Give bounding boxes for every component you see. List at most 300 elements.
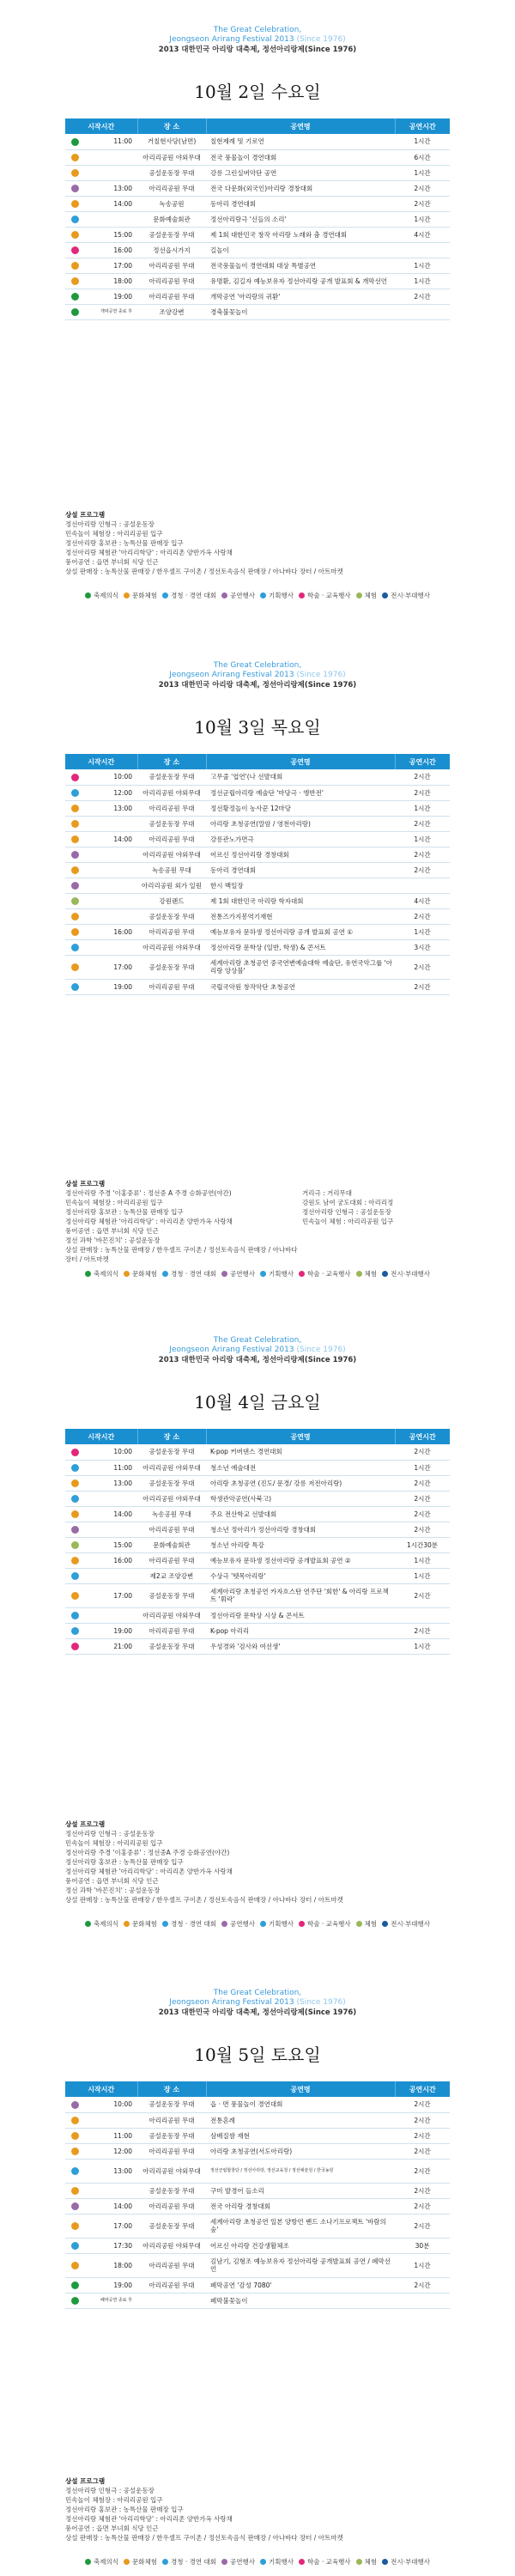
category-cell bbox=[65, 2128, 84, 2143]
legend-label: 체험 bbox=[364, 2558, 378, 2566]
place: 아리리공원 무대 bbox=[137, 2112, 206, 2128]
performance-title: 개막공연 '아리랑의 귀환' bbox=[206, 289, 395, 304]
legend-dot bbox=[162, 2559, 168, 2565]
duration: 1시간 bbox=[395, 273, 450, 289]
category-dot bbox=[71, 1526, 79, 1534]
performance-title: 청소년 예술대전 bbox=[206, 1460, 395, 1475]
permanent-title: 상설 프로그램 bbox=[65, 2477, 106, 2485]
category-dot bbox=[71, 231, 79, 239]
place: 아리리공원 무대 bbox=[137, 2277, 206, 2293]
category-cell bbox=[65, 1522, 84, 1537]
festival-header bbox=[0, 26, 515, 55]
table-row bbox=[65, 180, 450, 196]
legend-label: 축제의식 bbox=[94, 592, 119, 599]
permanent-column bbox=[65, 1829, 450, 1905]
start-time bbox=[84, 1607, 137, 1623]
day-section bbox=[0, 26, 515, 575]
legend-dot bbox=[85, 2559, 91, 2565]
legend-dot bbox=[124, 2559, 130, 2565]
permanent-item: 상설 판매장 : 농특산물 판매장 / 한우셀프 구이촌 / 정선토속음식 판매장 / 아나바다 장터 / 아트마켓 bbox=[65, 2534, 343, 2542]
category-cell bbox=[65, 258, 84, 273]
duration bbox=[395, 878, 450, 893]
duration: 2시간 bbox=[395, 1522, 450, 1537]
table-row bbox=[65, 2097, 450, 2112]
category-dot bbox=[71, 185, 79, 192]
permanent-item: 정선아리랑 체험관 '아리리학당' : 아리리촌 양반가옥 사랑채 bbox=[65, 549, 233, 556]
place: 공설운동장 무대 bbox=[137, 165, 206, 180]
legend-item bbox=[85, 1919, 118, 1929]
performance-title: 아리랑 초청공연 (진도/ 문경/ 강릉 저전아리랑) bbox=[206, 1475, 395, 1491]
performance-title: 어르신 정선아리랑 경창대회 bbox=[206, 847, 395, 862]
start-time: 16:00 bbox=[84, 924, 137, 939]
place: 공설운동장 무대 bbox=[137, 2128, 206, 2143]
category-cell bbox=[65, 289, 84, 304]
performance-title: 정선군립합창단 / 정선아리랑, 정선교육청 / 정선예술원 / 한국농원 bbox=[206, 2159, 395, 2183]
legend-item bbox=[124, 591, 157, 600]
performance-title: 경축불꽃놀이 bbox=[206, 304, 395, 319]
permanent-item: 정선아리랑 인형극 : 공설운동장 bbox=[65, 1830, 154, 1838]
category-cell bbox=[65, 893, 84, 908]
category-dot bbox=[71, 2101, 79, 2109]
permanent-item: 상설 판매장 : 농특산물 판매장 / 한우셀프 구이촌 / 정선토속음식 판매장 / 아나바다 장터 / 아트마켓 bbox=[65, 1896, 343, 1904]
legend-dot bbox=[382, 592, 388, 598]
place bbox=[137, 2293, 206, 2308]
permanent-item: 정선아리랑 주경 '이홍중류' : 정선중 A 주경 승화공연(야간) bbox=[65, 1189, 232, 1197]
legend-item bbox=[382, 1269, 430, 1279]
category-dot bbox=[71, 154, 79, 161]
table-row bbox=[65, 800, 450, 816]
start-time: 10:00 bbox=[84, 769, 137, 785]
performance-title: 청소년 정아리가 정선아리랑 경창대회 bbox=[206, 1522, 395, 1537]
performance-title: 어르신 아리랑 건강생활체조 bbox=[206, 2238, 395, 2253]
table-row bbox=[65, 831, 450, 847]
place: 아리리공원 야외무대 bbox=[137, 149, 206, 165]
permanent-column bbox=[65, 1188, 302, 1264]
start-time: 18:00 bbox=[84, 2253, 137, 2277]
category-dot bbox=[71, 2148, 79, 2155]
start-time: 11:00 bbox=[84, 1460, 137, 1475]
legend-label: 공연행사 bbox=[230, 2558, 255, 2566]
legend-dot bbox=[356, 2559, 362, 2565]
col-title: 공연명 bbox=[206, 2081, 395, 2097]
start-time bbox=[84, 211, 137, 227]
place: 아리리공원 외가 일원 bbox=[137, 878, 206, 893]
category-dot bbox=[71, 216, 79, 223]
start-time: 개막공연 종료 후 bbox=[84, 304, 137, 319]
header-korean: 2013 대한민국 아리랑 대축제, 정선아리랑제(Since 1976) bbox=[158, 1356, 357, 1364]
legend-item bbox=[260, 1919, 294, 1929]
start-time bbox=[84, 893, 137, 908]
permanent-item: 정선아리랑 인형극 : 공설운동장 bbox=[65, 2487, 154, 2494]
start-time: 14:00 bbox=[84, 1506, 137, 1522]
permanent-title: 상설 프로그램 bbox=[65, 1180, 106, 1188]
legend-label: 전시·부대행사 bbox=[391, 1270, 430, 1278]
permanent-item: 강원도 남여 궁도대회 : 아리리정 bbox=[302, 1199, 394, 1206]
festival-header bbox=[0, 661, 515, 690]
permanent-columns bbox=[65, 519, 450, 576]
category-cell bbox=[65, 1444, 84, 1460]
place: 거칠현사당(남면) bbox=[137, 134, 206, 149]
category-cell bbox=[65, 2293, 84, 2308]
table-header bbox=[65, 2081, 450, 2097]
legend-dot bbox=[124, 1921, 130, 1927]
day-section bbox=[0, 661, 515, 1263]
header-line1: The Great Celebration, bbox=[213, 26, 302, 34]
legend-item bbox=[382, 2557, 430, 2567]
legend-label: 축제의식 bbox=[94, 1920, 119, 1928]
table-row bbox=[65, 165, 450, 180]
duration: 2시간 bbox=[395, 1444, 450, 1460]
legend-label: 전시·부대행사 bbox=[391, 592, 430, 599]
legend-label: 공연행사 bbox=[230, 1920, 255, 1928]
start-time: 16:00 bbox=[84, 1552, 137, 1568]
table-row bbox=[65, 1583, 450, 1607]
legend-label: 축제의식 bbox=[94, 1270, 119, 1278]
category-cell bbox=[65, 227, 84, 242]
start-time: 15:00 bbox=[84, 1537, 137, 1552]
start-time bbox=[84, 165, 137, 180]
start-time bbox=[84, 816, 137, 831]
duration: 2시간 bbox=[395, 289, 450, 304]
permanent-item: 정선아리랑 체험관 '아리리학당' : 아리리촌 양반가옥 사랑채 bbox=[65, 2515, 233, 2523]
place: 문화예술회관 bbox=[137, 211, 206, 227]
start-time: 13:00 bbox=[84, 2159, 137, 2183]
performance-title: 김남기, 김형조 예능보유자 정선아리랑 공개발표회 공연 / 폐막선언 bbox=[206, 2253, 395, 2277]
place: 공설운동장 무대 bbox=[137, 816, 206, 831]
permanent-item: 정선아리랑 홍보관 : 농특산물 판매장 입구 bbox=[65, 1208, 184, 1216]
duration: 2시간 bbox=[395, 862, 450, 878]
permanent-item: 민속놀이 체험 : 아리리공원 입구 bbox=[302, 1218, 394, 1225]
performance-title: 아리랑 초청공연(서도아리랑) bbox=[206, 2143, 395, 2159]
legend-dot bbox=[260, 1921, 266, 1927]
header-since: (Since 1976) bbox=[296, 35, 346, 44]
start-time: 15:00 bbox=[84, 227, 137, 242]
header-korean: 2013 대한민국 아리랑 대축제, 정선아리랑제(Since 1976) bbox=[158, 2008, 357, 2017]
header-line2-wrap bbox=[0, 671, 515, 680]
start-time: 12:00 bbox=[84, 2143, 137, 2159]
legend-item bbox=[162, 2557, 216, 2567]
legend-item bbox=[85, 591, 118, 600]
category-cell bbox=[65, 979, 84, 994]
legend-item bbox=[221, 1919, 255, 1929]
legend-label: 체험 bbox=[364, 1270, 378, 1278]
start-time: 14:00 bbox=[84, 2198, 137, 2214]
duration: 2시간 bbox=[395, 2214, 450, 2238]
duration: 2시간 bbox=[395, 2143, 450, 2159]
start-time bbox=[84, 939, 137, 955]
place: 아리리공원 무대 bbox=[137, 258, 206, 273]
legend-item bbox=[162, 591, 216, 600]
duration: 2시간 bbox=[395, 2128, 450, 2143]
category-dot bbox=[71, 1572, 79, 1580]
legend-item bbox=[85, 2557, 118, 2567]
performance-title: 세계아리랑 초청공연 중국연변예술대학 예술단, 유연국악그룹 '아리랑 앙상블' bbox=[206, 955, 395, 979]
table-row bbox=[65, 1568, 450, 1583]
duration: 30분 bbox=[395, 2238, 450, 2253]
category-cell bbox=[65, 1623, 84, 1638]
col-time: 시작시간 bbox=[65, 754, 137, 769]
category-cell bbox=[65, 2159, 84, 2183]
legend-dot bbox=[221, 1921, 227, 1927]
category-dot bbox=[71, 1643, 79, 1650]
legend-label: 학술 · 교육행사 bbox=[306, 1270, 351, 1278]
duration bbox=[395, 304, 450, 319]
performance-title: 전국 풍물놀이 경연대회 bbox=[206, 149, 395, 165]
start-time: 17:30 bbox=[84, 2238, 137, 2253]
performance-title: 정선군립아리랑 예술단 '마당극 · 앵반전' bbox=[206, 785, 395, 800]
table-row bbox=[65, 196, 450, 211]
day-title: 10월 3일 목요일 bbox=[194, 717, 321, 738]
place: 아리리공원 무대 bbox=[137, 800, 206, 816]
legend-label: 문화체험 bbox=[132, 592, 157, 599]
start-time: 18:00 bbox=[84, 273, 137, 289]
permanent-programs bbox=[65, 1820, 450, 1905]
duration: 1시간 bbox=[395, 1460, 450, 1475]
col-place: 장 소 bbox=[137, 1429, 206, 1444]
duration: 6시간 bbox=[395, 149, 450, 165]
performance-title: 제 1회 대한민국 아리랑 학자대회 bbox=[206, 893, 395, 908]
place: 아리리공원 무대 bbox=[137, 2253, 206, 2277]
col-duration: 공연시간 bbox=[395, 754, 450, 769]
header-line2-wrap bbox=[0, 1998, 515, 2008]
duration: 1시간 bbox=[395, 800, 450, 816]
performance-title: 길놀이 bbox=[206, 242, 395, 258]
performance-title: 청소년 아리랑 특강 bbox=[206, 1537, 395, 1552]
legend-dot bbox=[299, 592, 305, 598]
legend-item bbox=[260, 1269, 294, 1279]
category-dot bbox=[71, 2132, 79, 2140]
duration: 2시간 bbox=[395, 847, 450, 862]
duration: 1시간 bbox=[395, 924, 450, 939]
place: 공설운동장 무대 bbox=[137, 2214, 206, 2238]
place: 아리리공원 무대 bbox=[137, 979, 206, 994]
category-cell bbox=[65, 831, 84, 847]
table-row bbox=[65, 1552, 450, 1568]
legend-dot bbox=[382, 2559, 388, 2565]
performance-title: 폐막공연 '감성 7080' bbox=[206, 2277, 395, 2293]
legend-dot bbox=[299, 1921, 305, 1927]
category-dot bbox=[71, 308, 79, 316]
festival-header bbox=[0, 1989, 515, 2018]
start-time: 10:00 bbox=[84, 2097, 137, 2112]
place: 공설운동장 무대 bbox=[137, 769, 206, 785]
permanent-item: 풍어공연 : 읍면 부녀회 식당 인근 bbox=[65, 558, 159, 566]
place: 공설운동장 무대 bbox=[137, 955, 206, 979]
legend-label: 체험 bbox=[364, 592, 378, 599]
permanent-item: 민속놀이 체험장 : 아리리공원 입구 bbox=[65, 530, 163, 538]
duration: 1시간 bbox=[395, 211, 450, 227]
category-dot bbox=[71, 1541, 79, 1549]
legend-label: 축제의식 bbox=[94, 2558, 119, 2566]
category-cell bbox=[65, 196, 84, 211]
permanent-item: 정선아리랑 홍보관 : 농특산물 판매장 입구 bbox=[65, 2506, 184, 2513]
legend-label: 경청 · 경연 대회 bbox=[171, 592, 217, 599]
duration: 2시간 bbox=[395, 2277, 450, 2293]
legend-dot bbox=[85, 1921, 91, 1927]
category-cell bbox=[65, 1607, 84, 1623]
place: 아리리공원 무대 bbox=[137, 2198, 206, 2214]
legend-item bbox=[221, 1269, 255, 1279]
performance-title: K-pop 아리리 bbox=[206, 1623, 395, 1638]
legend-dot bbox=[382, 1921, 388, 1927]
category-cell bbox=[65, 1638, 84, 1654]
table-row bbox=[65, 1506, 450, 1522]
legend-label: 전시·부대행사 bbox=[391, 1920, 430, 1928]
table-row bbox=[65, 1460, 450, 1475]
table-row bbox=[65, 258, 450, 273]
duration bbox=[395, 2293, 450, 2308]
performance-title: 주요 전산학교 선발대회 bbox=[206, 1506, 395, 1522]
duration: 2시간 bbox=[395, 2159, 450, 2183]
category-cell bbox=[65, 2112, 84, 2128]
place: 아리리공원 무대 bbox=[137, 289, 206, 304]
category-cell bbox=[65, 2097, 84, 2112]
header-line2: Jeongseon Arirang Festival 2013 bbox=[169, 671, 294, 679]
schedule-table bbox=[65, 1429, 450, 1655]
category-cell bbox=[65, 273, 84, 289]
col-duration: 공연시간 bbox=[395, 2081, 450, 2097]
category-dot bbox=[71, 851, 79, 859]
performance-title: 동아리 경연대회 bbox=[206, 196, 395, 211]
permanent-item: 풍어공연 : 읍면 부녀회 식당 인근 bbox=[65, 1877, 159, 1885]
category-cell bbox=[65, 2183, 84, 2198]
table-header bbox=[65, 1429, 450, 1444]
permanent-columns bbox=[65, 2486, 450, 2543]
duration: 2시간 bbox=[395, 180, 450, 196]
category-cell bbox=[65, 165, 84, 180]
legend-label: 체험 bbox=[364, 1920, 378, 1928]
performance-title: 폐막불꽃놀이 bbox=[206, 2293, 395, 2308]
permanent-item: 정선아리랑 체험관 '아리리학당' : 아리리촌 양반가옥 사랑채 bbox=[65, 1868, 233, 1875]
place: 아리리공원 무대 bbox=[137, 273, 206, 289]
table-row bbox=[65, 939, 450, 955]
permanent-item: 민속놀이 체험장 : 아리리공원 입구 bbox=[65, 1839, 163, 1847]
duration: 2시간 bbox=[395, 2183, 450, 2198]
category-dot bbox=[71, 928, 79, 936]
legend-dot bbox=[162, 592, 168, 598]
start-time: 17:00 bbox=[84, 2214, 137, 2238]
legend-label: 학술 · 교육행사 bbox=[306, 592, 351, 599]
table-row bbox=[65, 908, 450, 924]
category-cell bbox=[65, 847, 84, 862]
category-dot bbox=[71, 2281, 79, 2289]
category-cell bbox=[65, 1506, 84, 1522]
legend-label: 공연행사 bbox=[230, 592, 255, 599]
col-time: 시작시간 bbox=[65, 2081, 137, 2097]
permanent-column bbox=[65, 2486, 450, 2543]
category-cell bbox=[65, 862, 84, 878]
permanent-column bbox=[65, 519, 450, 576]
performance-title: 세계아리랑 초청공연 카자흐스탄 연주단 '회한' & 아리랑 프로젝트 '휘락' bbox=[206, 1583, 395, 1607]
place: 공설운동장 무대 bbox=[137, 1475, 206, 1491]
performance-title: 전통즈가지봉역기재현 bbox=[206, 908, 395, 924]
header-line2-wrap bbox=[0, 1346, 515, 1355]
performance-title: 전국 아리랑 경창대회 bbox=[206, 2198, 395, 2214]
permanent-item: 상설 판매장 : 농특산물 판매장 / 한우셀프 구이촌 / 정선토속음식 판매장 / 아나바다 장터 / 아트마켓 bbox=[65, 568, 343, 575]
category-dot bbox=[71, 293, 79, 301]
legend-item bbox=[299, 1269, 351, 1279]
table-row bbox=[65, 242, 450, 258]
performance-title: 아리랑 초청공연(말암 / 영천아리랑) bbox=[206, 816, 395, 831]
category-cell bbox=[65, 939, 84, 955]
start-time: 19:00 bbox=[84, 1623, 137, 1638]
category-cell bbox=[65, 2198, 84, 2214]
category-cell bbox=[65, 955, 84, 979]
performance-title: 정선아리랑극 '신들의 소리' bbox=[206, 211, 395, 227]
table-row bbox=[65, 1522, 450, 1537]
category-dot bbox=[71, 2222, 79, 2230]
place: 강원랜드 bbox=[137, 893, 206, 908]
legend-label: 기획행사 bbox=[269, 592, 294, 599]
legend-dot bbox=[85, 592, 91, 598]
legend-dot bbox=[260, 592, 266, 598]
category-legend bbox=[0, 1269, 515, 1279]
place: 문화예술회관 bbox=[137, 1537, 206, 1552]
day-section bbox=[0, 1336, 515, 1904]
category-dot bbox=[71, 2167, 79, 2175]
start-time: 12:00 bbox=[84, 785, 137, 800]
category-cell bbox=[65, 180, 84, 196]
start-time: 17:00 bbox=[84, 955, 137, 979]
duration: 2시간 bbox=[395, 908, 450, 924]
schedule-table bbox=[65, 118, 450, 320]
table-row bbox=[65, 1607, 450, 1623]
legend-item bbox=[356, 591, 378, 600]
permanent-item: 정선 과학 '바꼰진치' : 공설운동장 bbox=[65, 1886, 161, 1894]
legend-dot bbox=[260, 2559, 266, 2565]
header-line2: Jeongseon Arirang Festival 2013 bbox=[169, 1346, 294, 1354]
schedule-table bbox=[65, 2081, 450, 2309]
performance-title: 수상극 '뗏목아리랑' bbox=[206, 1568, 395, 1583]
legend-dot bbox=[221, 592, 227, 598]
table-row bbox=[65, 2159, 450, 2183]
permanent-item: 정선 과학 '바꼰진치' : 공설운동장 bbox=[65, 1236, 161, 1244]
legend-item bbox=[299, 1919, 351, 1929]
legend-label: 문화체험 bbox=[132, 1920, 157, 1928]
start-time bbox=[84, 2112, 137, 2128]
legend-dot bbox=[162, 1921, 168, 1927]
start-time: 14:00 bbox=[84, 831, 137, 847]
start-time: 폐막공연 종료 후 bbox=[84, 2293, 137, 2308]
table-row bbox=[65, 955, 450, 979]
legend-label: 전시·부대행사 bbox=[391, 2558, 430, 2566]
category-cell bbox=[65, 2238, 84, 2253]
performance-title: 학생관악공연(사북고) bbox=[206, 1491, 395, 1506]
place: 아리리공원 무대 bbox=[137, 1623, 206, 1638]
header-line1: The Great Celebration, bbox=[213, 661, 302, 670]
category-cell bbox=[65, 816, 84, 831]
place: 아리리공원 무대 bbox=[137, 2143, 206, 2159]
start-time bbox=[84, 1522, 137, 1537]
table-row bbox=[65, 847, 450, 862]
legend-item bbox=[356, 1919, 378, 1929]
performance-title: 전국풍물놀이 경연대회 대상 특별공연 bbox=[206, 258, 395, 273]
start-time: 19:00 bbox=[84, 2277, 137, 2293]
legend-item bbox=[382, 1919, 430, 1929]
category-cell bbox=[65, 1475, 84, 1491]
performance-title: 우성경와 '검사와 여선생' bbox=[206, 1638, 395, 1654]
permanent-item: 정선아리랑 홍보관 : 농특산물 판매장 입구 bbox=[65, 1858, 184, 1866]
performance-title: 동아리 경연대회 bbox=[206, 862, 395, 878]
place: 녹송공원 무대 bbox=[137, 862, 206, 878]
header-since: (Since 1976) bbox=[296, 1998, 346, 2007]
start-time bbox=[84, 2183, 137, 2198]
place: 아리리공원 무대 bbox=[137, 1552, 206, 1568]
category-dot bbox=[71, 1479, 79, 1487]
category-cell bbox=[65, 769, 84, 785]
category-cell bbox=[65, 1537, 84, 1552]
table-row bbox=[65, 1491, 450, 1506]
